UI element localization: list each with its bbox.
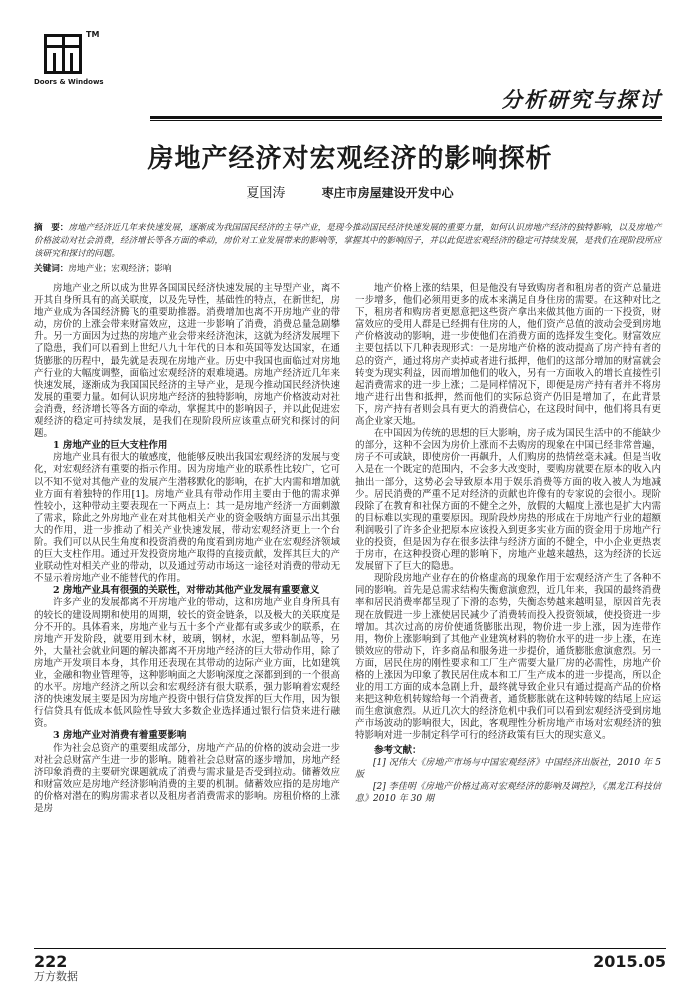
keywords	[34, 262, 666, 274]
author-line	[0, 182, 700, 201]
paragraph: 现阶段房地产业存在的价格虚高的现象作用于宏观经济产生了各种不同的影响。首先是总需求结构失衡愈演愈烈，近几年来，我国的最终消费率和居民消费率都呈现了下滑的态势，失衡态势越来越明显，原因首先表现在放假进一步上涨使居民减少了消费转而投入投资领域，使投资进一步增加。其次过高的房价使通货膨胀出现，物价进一步上涨，因为连带作用，物价上涨影响到了其他产业建筑材料的物价水平的进一步上涨，在连锁效应的带动下，许多商品和服务进一步提价，通货膨胀愈演愈烈。另一方面，居民住房的刚性要求和工厂生产需要大量厂房的必需性，房地产价格的上涨因为印象了教民居住成本和工厂生产成本的进一步提高，所以企业的用工方面的成本急剧上升，最终就导致企业只有通过提高产品的价格来把这种危机转嫁给每一个消费者，通货膨胀就在这种转嫁的结尾上应运而生愈演愈烈。从近几次大的经济危机中我们可以看到宏观经济受到房地产市场波动的影响很大，因此，客观理性分析房地产市场对宏观经济的独特影响对进一步制定科学可行的经济政策有巨大的现实意义。	[355, 573, 661, 742]
references-title: 参考文献：	[374, 744, 422, 756]
paragraph: 房地产业之所以成为世界各国国民经济快速发展的主导型产业，离不开其自身所具有的高关联度，以及先导性，基础性的特点，在新世纪，房地产业成为各国经济腾飞的重要助推器。消费增加也离不开房地产业的带动，房价的上涨会带来财富效应，这进一步影响了消费，消费总量急剧攀升。另一方面因为过热的房地产业会带来经济泡沫，这就为经济发展埋下了隐患，我们可以看到上世纪八九十年代的日本和英国等发达国家，在通货膨胀的历程中，最先就是表现在房地产业。历史中我国也面临过对房地产行业的大幅度调整，面临过宏观经济的艰难境遇。房地产经济近几年来快速发展，逐渐成为我国国民经济的主导产业，是现今推动国民经济快速发展的重要力量。如何认识房地产经济的独特影响，房地产价格波动对社会消费，经济增长等各方面的牵动，掌握其中的影响因子，并以此促进宏观经济的稳定可持续发展，是我们在现阶段所应该重点研究和探讨的问题。	[34, 283, 340, 440]
section-heading: 2 房地产业具有很强的关联性，对带动其他产业发展有重要意义	[53, 585, 320, 597]
footer-rule	[34, 948, 666, 949]
paragraph: 在中国因为传统的思想的巨大影响，房子成为国民生活中的不能缺少的部分，这种不会因为房价上涨而不去购房的现象在中国已经非常普遍，房子不可或缺，即使房价一再飙升，人们购房的热情丝毫未减。但是当收入是在一个既定的范围内，不会多大改变时，要购房就要在原本的收入内抽出一部分，这势必会导致原本用于娱乐消费等方面的收入被人为地减少。居民消费的严重不足对经济的贡献也许像有的专家说的会很小。现阶段除了在教育和社保方面的不健全之外，放假的大幅度上涨也是扩大内需的目标难以实现的重要原因。现阶段炒房热的形成在于房地产行业的超额利润吸引了许多企业把原本应该投入到更多实业方面的资金用于房地产行业的投资，但是因为存在很多法律与经济方面的不健全，中小企业更热衷于房市，在这种投资心理的影响下，房地产业越来越热，这为经济的长远发展留下了巨大的隐患。	[355, 428, 661, 573]
keywords-text: 房地产业；宏观经济；影响	[68, 264, 172, 274]
section-rule	[150, 116, 662, 119]
paragraph: 作为社会总资产的重要组成部分，房地产产品的价格的波动会进一步对社会总财富产生进一步的影响。随着社会总财富的逐步增加，房地产经济印象消费的主要研究课题就成了消费与需求量是否受到拉动。储蓄效应和财富效应是房地产经济影响消费的主要的机制。储蓄效应指的是房地产的价格对潜在的购房需求者以及租房者消费需求的影响。房租价格的上涨是房	[34, 742, 340, 815]
paragraph: 地产价格上涨的结果，但是他没有导致购房者和租房者的资产总量进一步增多，他们必须用更多的成本来满足自身住房的需要。在这种对比之下，租房者和购房者更愿意把这些资产拿出来做其他方面的一下投资，财富效应的受用人群是已经拥有住房的人，他们资产总值的波动会受到房地产价格波动的影响，进一步使他们在消费方面的选择发生变化。财富效应主要包括以下几种表现形式：一是房地产价格的波动提高了房产持有者的总的资产，通过将房产卖掉或者进行抵押，他们的这部分增加的财富就会转变为现实利益，因而增加他们的收入，另有一方面收入的增长直接性引起消费需求的进一步上涨；二是同样情况下，即便是房产持有者并不将房地产进行出售和抵押，然而他们的实际总资产仍旧是增加了，在此背景下，房产持有者则会具有更大的消费信心，在这段时间中，他们将具有更高企业家天地。	[355, 283, 661, 428]
keywords-label: 关键词：	[34, 264, 69, 274]
issue-number: 2015.05	[593, 952, 666, 971]
right-column	[355, 283, 661, 805]
paragraph: 房地产业具有很大的敏感度，他能够反映出我国宏观经济的发展与变化，对宏观经济有重要的指示作用。因为房地产业的联系性比较广，它可以不知不觉对其他产业的发展产生潜移默化的影响，在扩大内需和增加就业方面有着独特的作用[1]。房地产业具有带动作用主要由于他的需求弹性较小，这种带动主要表现在一下两点上：其一是房地产经济一方面刺激了需求，除此之外房地产业在对其他相关产业的资金吸纳方面显示出其强大的作用，进一步推动了相关产业快速发展，带动宏观经济更上一个台阶。我们可以从民生角度和投资消费的角度看到房地产业在宏观经济领域的巨大支柱作用。通过开发投资房地产取得的直接贡献，发挥其巨大的产业联动性对相关产业的带动，以及通过劳动市场这一途径对消费的带动无不显示着房地产业不能替代的作用。	[34, 452, 340, 585]
section-heading: 3 房地产业对消费有着重要影响	[53, 730, 187, 742]
article-title: 房地产经济对宏观经济的影响探析	[147, 144, 553, 174]
author-affiliation: 枣庄市房屋建设开发中心	[321, 186, 454, 200]
reference-item: [2] 李佳明《房地产价格过高对宏观经济的影响及调控》，《黑龙江科技信息》2010 年 30 期	[355, 781, 661, 804]
abstract	[34, 222, 666, 261]
paragraph: 许多产业的发展都离不开房地产业的带动，这和房地产业自身所具有的较长的建设周期和使用的周期，较长的资金链条，以及极大的关联度是分不开的。具体看来，房地产业与五十多个产业都有或多或少的联系，在房地产开发阶段，就要用到木材，玻璃，钢材，水泥，塑料制品等，另外，大量社会就业问题的解决都离不开房地产经济的巨大带动作用，除了房地产开发项目本身，其作用还表现在其带动的边际产业方面，比如建筑业，金融和物业管理等，这种影响面之大影响深度之深都到到的一个很高的水平。房地产经济之所以会和宏观经济有很大联系，强力影响着宏观经济的快速发展主要是因为房地产投资中银行信贷发挥的巨大作用，因为银行信贷具有低成本低风险性导致大多数企业选择通过银行信贷来进行融资。	[34, 597, 340, 730]
abstract-label: 摘 要：	[34, 223, 69, 233]
page-number: 222	[34, 952, 68, 971]
section-heading: 1 房地产业的巨大支柱作用	[53, 440, 168, 452]
door-window-icon	[44, 34, 82, 74]
left-column	[34, 283, 340, 815]
author-name: 夏国涛	[246, 186, 286, 201]
trademark-mark: TM	[86, 30, 100, 39]
abstract-text: 房地产经济近几年来快速发展，逐渐成为我国国民经济的主导产业，是现今推动国民经济快速发展的重要力量，如何认识房地产经济的独特影响，以及房地产价格波动对社会消费，经济增长等各方面的牵动，房价对工业发展带来的影响等，掌握其中的影响因子，并以此促进宏观经济的稳定可持续发展，是我们在现阶段所应该研究和探讨的问题。	[34, 223, 662, 259]
logo-text: Doors & Windows	[34, 78, 104, 86]
source-watermark: 万方数据	[34, 970, 78, 983]
section-rule-thin	[150, 120, 662, 121]
reference-item: [1] 况伟大《房地产市场与中国宏观经济》中国经济出版社，2010 年 5 版	[355, 757, 661, 780]
section-title: 分析研究与探讨	[501, 87, 662, 112]
